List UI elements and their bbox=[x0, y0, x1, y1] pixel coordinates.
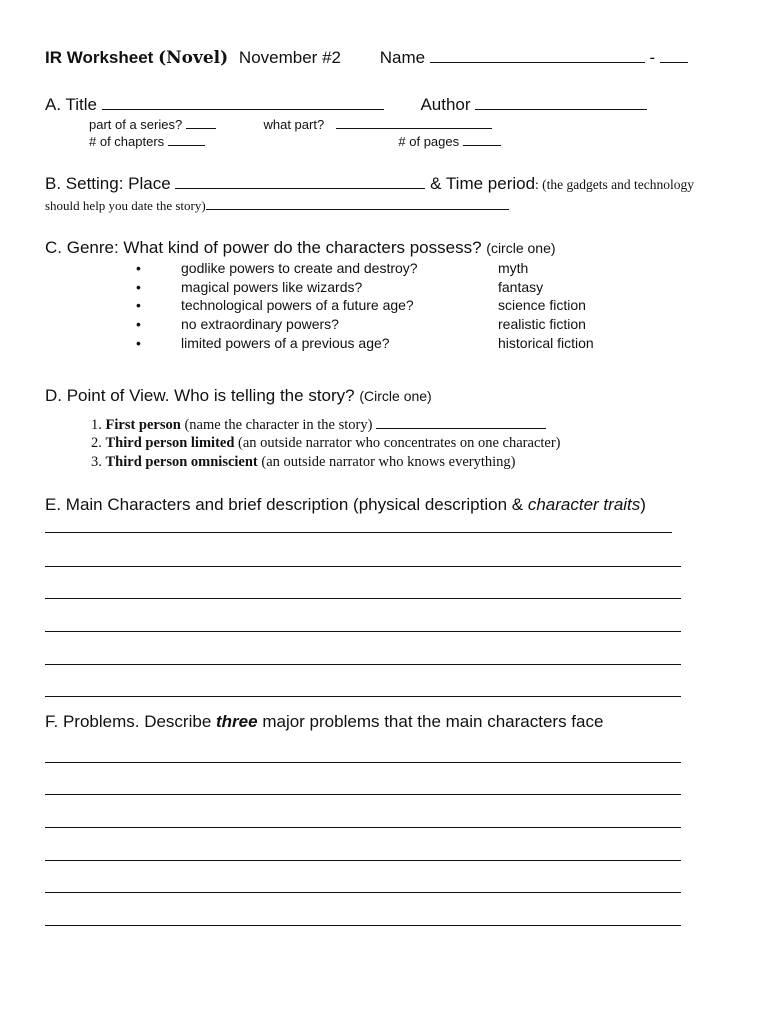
answer-line[interactable] bbox=[45, 598, 681, 599]
pov-name: Third person omniscient bbox=[105, 454, 258, 470]
worksheet-type: (Novel) bbox=[158, 48, 229, 68]
section-a-title-line bbox=[45, 95, 647, 115]
characters-close: ) bbox=[640, 495, 646, 514]
bullet-icon: • bbox=[136, 260, 141, 276]
pov-desc: (name the character in the story) bbox=[184, 417, 373, 433]
answer-line[interactable] bbox=[45, 762, 681, 763]
bullet-icon: • bbox=[136, 316, 141, 332]
section-f-problems-prompt bbox=[45, 712, 603, 732]
time-period-blank[interactable] bbox=[206, 208, 509, 210]
setting-note: : (the gadgets and technology bbox=[535, 177, 695, 192]
answer-line[interactable] bbox=[45, 892, 681, 893]
series-label: part of a series? bbox=[89, 117, 183, 132]
title-label: A. Title bbox=[45, 95, 97, 114]
section-e-characters-prompt bbox=[45, 495, 646, 515]
author-label: Author bbox=[420, 95, 471, 114]
worksheet-month: November #2 bbox=[238, 48, 341, 67]
answer-line[interactable] bbox=[45, 925, 681, 926]
chapters-blank[interactable] bbox=[168, 144, 205, 146]
genre-option-myth[interactable]: myth bbox=[498, 260, 529, 276]
answer-line[interactable] bbox=[45, 827, 681, 828]
pov-desc: (an outside narrator who knows everything) bbox=[261, 454, 516, 470]
answer-line[interactable] bbox=[45, 860, 681, 861]
genre-option-fantasy[interactable]: fantasy bbox=[498, 279, 544, 295]
problems-emphasis: three bbox=[216, 712, 258, 731]
bullet-icon: • bbox=[136, 297, 141, 313]
setting-label: B. Setting: Place bbox=[45, 174, 171, 193]
what-part-blank[interactable] bbox=[336, 127, 492, 129]
pov-name: Third person limited bbox=[105, 435, 235, 451]
pages-blank[interactable] bbox=[463, 144, 501, 146]
answer-line[interactable] bbox=[45, 532, 672, 533]
worksheet-header bbox=[45, 48, 688, 68]
pov-hint: (Circle one) bbox=[359, 388, 432, 404]
name-label: Name bbox=[379, 48, 426, 67]
pov-number: 1. bbox=[91, 417, 102, 433]
section-b-note-line bbox=[45, 198, 509, 214]
answer-line[interactable] bbox=[45, 664, 681, 665]
place-blank[interactable] bbox=[175, 187, 425, 189]
series-blank[interactable] bbox=[186, 127, 216, 129]
bullet-icon: • bbox=[136, 335, 141, 351]
characters-label: E. Main Characters and brief description (physical description & bbox=[45, 495, 524, 514]
author-blank[interactable] bbox=[475, 108, 647, 110]
genre-question: godlike powers to create and destroy? bbox=[181, 260, 418, 276]
what-part-label: what part? bbox=[263, 117, 325, 132]
pov-option-first-person[interactable] bbox=[91, 417, 546, 434]
problems-label: F. Problems. Describe bbox=[45, 712, 212, 731]
section-c-genre-question bbox=[45, 238, 556, 258]
section-d-pov-question bbox=[45, 386, 432, 406]
genre-question: no extraordinary powers? bbox=[181, 316, 339, 332]
genre-question: limited powers of a previous age? bbox=[181, 335, 390, 351]
first-person-blank[interactable] bbox=[376, 427, 546, 429]
answer-line[interactable] bbox=[45, 566, 681, 567]
pages-label: # of pages bbox=[398, 134, 460, 149]
pov-number: 2. bbox=[91, 435, 102, 451]
pov-option-third-omniscient[interactable] bbox=[91, 454, 515, 471]
genre-option-realistic-fiction[interactable]: realistic fiction bbox=[498, 316, 586, 332]
series-line bbox=[89, 117, 492, 132]
genre-label: C. Genre: What kind of power do the characters possess? bbox=[45, 238, 482, 257]
pov-desc: (an outside narrator who concentrates on one character) bbox=[238, 435, 561, 451]
pov-label: D. Point of View. Who is telling the story? bbox=[45, 386, 355, 405]
pov-number: 3. bbox=[91, 454, 102, 470]
bullet-icon: • bbox=[136, 279, 141, 295]
time-period-label: & Time period bbox=[430, 174, 536, 193]
characters-italic: character traits bbox=[527, 495, 641, 514]
genre-question: magical powers like wizards? bbox=[181, 279, 363, 295]
answer-line[interactable] bbox=[45, 794, 681, 795]
number-blank[interactable] bbox=[660, 61, 688, 63]
name-blank[interactable] bbox=[430, 61, 645, 63]
pov-option-third-limited[interactable] bbox=[91, 435, 561, 452]
pov-name: First person bbox=[105, 417, 181, 433]
title-blank[interactable] bbox=[102, 108, 384, 110]
problems-label-cont: major problems that the main characters face bbox=[262, 712, 604, 731]
genre-question: technological powers of a future age? bbox=[181, 297, 414, 313]
worksheet-title: IR Worksheet bbox=[45, 48, 154, 67]
genre-option-science-fiction[interactable]: science fiction bbox=[498, 297, 586, 313]
chapters-line bbox=[89, 134, 501, 149]
chapters-label: # of chapters bbox=[89, 134, 165, 149]
answer-line[interactable] bbox=[45, 631, 681, 632]
genre-hint: (circle one) bbox=[486, 240, 556, 256]
answer-line[interactable] bbox=[45, 696, 681, 697]
section-b-setting-line bbox=[45, 174, 694, 194]
setting-note-cont: should help you date the story) bbox=[45, 198, 206, 213]
genre-option-historical-fiction[interactable]: historical fiction bbox=[498, 335, 594, 351]
name-dash: - bbox=[649, 48, 656, 67]
